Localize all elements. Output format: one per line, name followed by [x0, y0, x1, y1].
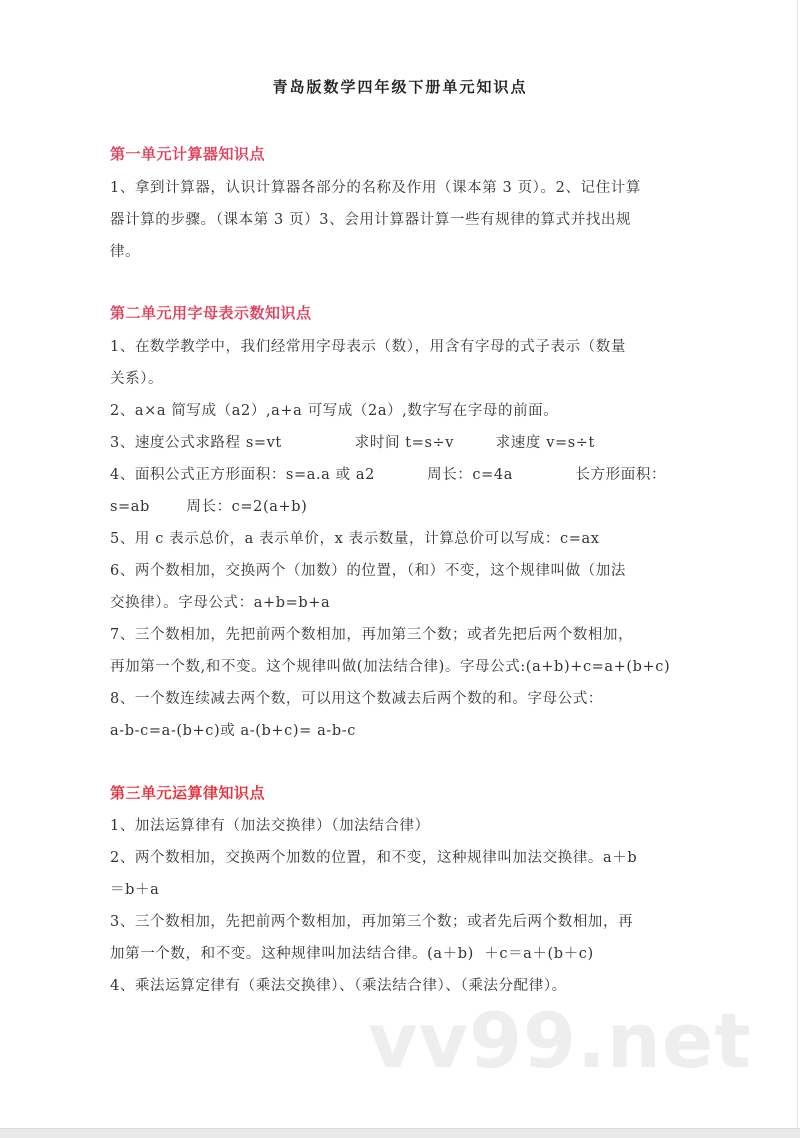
section-3-line: 2、两个数相加，交换两个加数的位置，和不变，这种规律叫加法交换律。a＋b: [110, 850, 638, 866]
section-2-line: 再加第一个数,和不变。这个规律叫做(加法结合律)。字母公式:(a+b)+c=a+(b+c): [110, 659, 671, 675]
section-3-line: 4、乘法运算定律有（乘法交换律）、（乘法结合律）、（乘法分配律）。: [110, 978, 567, 994]
section-2-line: 8、一个数连续减去两个数，可以用这个数减去后两个数的和。字母公式：: [110, 691, 604, 707]
section-2-line: 2、a×a 简写成（a2）,a+a 可写成（2a）,数字写在字母的前面。: [110, 403, 559, 419]
section-heading-unit-2: 第二单元用字母表示数知识点: [110, 304, 312, 322]
section-heading-unit-3: 第三单元运算律知识点: [110, 784, 266, 802]
section-2-line: 7、三个数相加，先把前两个数相加，再加第三个数；或者先把后两个数相加，: [110, 627, 634, 643]
section-2-line: 6、两个数相加，交换两个（加数）的位置，（和）不变，这个规律叫做（加法: [110, 563, 626, 579]
section-3-line: 加第一个数，和不变。这种规律叫加法结合律。(a＋b) ＋c＝a＋(b＋c): [110, 946, 594, 962]
section-3-line: 1、加法运算律有（加法交换律）（加法结合律）: [110, 818, 430, 834]
section-2-line: a-b-c=a-(b+c)或 a-(b+c)= a-b-c: [110, 723, 356, 739]
section-1-line: 律。: [110, 244, 141, 260]
section-1-line: 器计算的步骤。（课本第 3 页）3、会用计算器计算一些有规律的算式并找出规: [110, 212, 632, 228]
section-2-line: 3、速度公式求路程 s=vt 求时间 t=s÷v 求速度 v=s÷t: [110, 435, 595, 451]
watermark-text: vv99.net: [368, 996, 752, 1085]
section-heading-unit-1: 第一单元计算器知识点: [110, 145, 266, 163]
section-2-line: 4、面积公式正方形面积：s=a.a 或 a2 周长：c=4a 长方形面积：: [110, 467, 667, 483]
section-2-line: 关系）。: [110, 371, 164, 387]
section-1-line: 1、拿到计算器，认识计算器各部分的名称及作用（课本第 3 页）。2、记住计算: [110, 180, 641, 196]
document-title: 青岛版数学四年级下册单元知识点: [272, 78, 528, 96]
section-2-line: s=ab 周长：c=2(a+b): [110, 499, 308, 515]
section-2-line: 1、在数学教学中，我们经常用字母表示（数），用含有字母的式子表示（数量: [110, 339, 626, 355]
section-3-line: ＝b＋a: [110, 882, 160, 898]
section-2-line: 交换律）。字母公式：a+b=b+a: [110, 595, 331, 611]
section-2-line: 5、用 c 表示总价，a 表示单价，x 表示数量，计算总价可以写成：c=ax: [110, 531, 600, 547]
section-3-line: 3、三个数相加，先把前两个数相加，再加第三个数；或者先后两个数相加，再: [110, 914, 634, 930]
